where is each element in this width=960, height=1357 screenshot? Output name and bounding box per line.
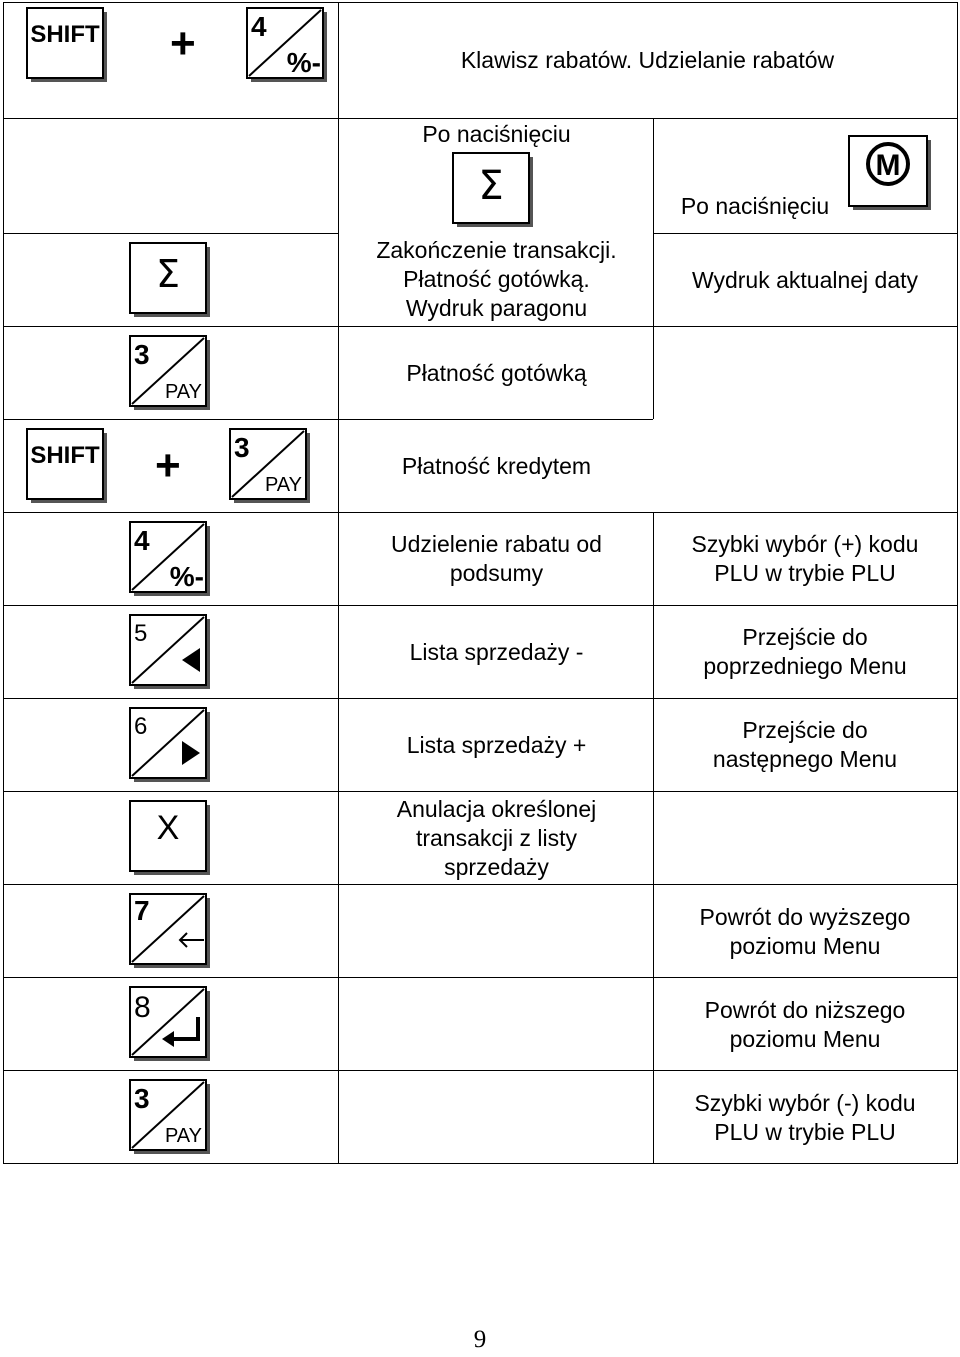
svg-text:SHIFT: SHIFT bbox=[30, 21, 100, 48]
svg-text:Σ: Σ bbox=[155, 252, 181, 296]
row-divider bbox=[3, 1070, 957, 1071]
key5-col3-line2: poprzedniego Menu bbox=[703, 653, 907, 679]
sum-col3: Wydruk aktualnej daty bbox=[691, 267, 919, 293]
key4-col2-line1: Udzielenie rabatu od bbox=[391, 531, 602, 557]
col3-header: Po naciśnięciu bbox=[680, 193, 830, 219]
pay-key-3 bbox=[130, 336, 210, 410]
col2-header: Po naciśnięciu bbox=[422, 121, 571, 147]
sigma-key bbox=[130, 243, 210, 317]
sum-col2-line2: Płatność gotówką. bbox=[403, 266, 590, 292]
pay-key-3 bbox=[130, 1080, 210, 1154]
plus-sign: + bbox=[170, 19, 196, 68]
key-8 bbox=[130, 987, 210, 1061]
svg-text:8: 8 bbox=[134, 991, 151, 1024]
column-divider bbox=[653, 118, 654, 419]
svg-text:%-: %- bbox=[169, 561, 204, 592]
column-divider bbox=[338, 2, 339, 1164]
cancel-key-x bbox=[130, 801, 210, 875]
row-divider bbox=[3, 791, 957, 792]
key6-col3-line2: następnego Menu bbox=[712, 746, 898, 772]
keyx-col2-line3: sprzedaży bbox=[444, 854, 549, 880]
key5-col3-line1: Przejście do bbox=[742, 624, 868, 650]
row-divider bbox=[3, 884, 957, 885]
shift-pay-col2: Płatność kredytem bbox=[401, 453, 592, 479]
key6-col2: Lista sprzedaży + bbox=[406, 732, 587, 758]
svg-text:X: X bbox=[156, 809, 180, 847]
row-divider bbox=[3, 698, 957, 699]
sum-col2-line1: Zakończenie transakcji. bbox=[376, 237, 617, 263]
discount-key-4 bbox=[130, 522, 210, 596]
key4-col3-line1: Szybki wybór (+) kodu bbox=[691, 531, 919, 557]
svg-text:PAY: PAY bbox=[164, 381, 202, 403]
table-bottom-border bbox=[3, 1163, 957, 1164]
keyx-col2-line2: transakcji z listy bbox=[415, 825, 578, 851]
key5-col2: Lista sprzedaży - bbox=[409, 639, 584, 665]
row-divider bbox=[3, 512, 957, 513]
key8-col3-line1: Powrót do niższego bbox=[704, 997, 906, 1023]
row-divider bbox=[3, 326, 957, 327]
key3-col3-line2: PLU w trybie PLU bbox=[714, 1119, 896, 1145]
header-combo-description: Klawisz rabatów. Udzielanie rabatów bbox=[460, 47, 835, 73]
row-divider bbox=[3, 118, 957, 119]
svg-text:3: 3 bbox=[134, 1083, 150, 1114]
pay-col2: Płatność gotówką bbox=[406, 360, 587, 386]
svg-text:3: 3 bbox=[134, 339, 150, 370]
svg-text:%-: %- bbox=[286, 47, 321, 78]
plus-sign: + bbox=[155, 441, 181, 490]
shift-key bbox=[27, 429, 107, 503]
row-divider bbox=[653, 233, 957, 234]
pay-key-3 bbox=[230, 429, 310, 503]
svg-text:M: M bbox=[875, 149, 901, 182]
row-divider bbox=[3, 419, 653, 420]
svg-text:Σ: Σ bbox=[478, 163, 504, 209]
key7-col3-line1: Powrót do wyższego bbox=[699, 904, 911, 930]
key8-col3-line2: poziomu Menu bbox=[729, 1026, 881, 1052]
discount-key-4 bbox=[247, 8, 327, 82]
row-divider bbox=[3, 977, 957, 978]
svg-text:4: 4 bbox=[251, 11, 267, 42]
shift-key bbox=[27, 8, 107, 82]
svg-text:PAY: PAY bbox=[164, 1125, 202, 1147]
sigma-key-header bbox=[453, 153, 533, 227]
row-divider bbox=[3, 605, 957, 606]
keyx-col2-line1: Anulacja określonej bbox=[396, 796, 597, 822]
svg-text:PAY: PAY bbox=[264, 474, 302, 496]
svg-text:5: 5 bbox=[134, 620, 148, 647]
key3-col3-line1: Szybki wybór (-) kodu bbox=[694, 1090, 916, 1116]
svg-text:7: 7 bbox=[134, 895, 150, 926]
key-5 bbox=[130, 615, 210, 689]
key7-col3-line2: poziomu Menu bbox=[729, 933, 881, 959]
svg-text:6: 6 bbox=[134, 713, 148, 740]
column-divider bbox=[653, 512, 654, 1164]
key6-col3-line1: Przejście do bbox=[742, 717, 868, 743]
table-left-border bbox=[3, 2, 4, 1164]
svg-text:SHIFT: SHIFT bbox=[30, 442, 100, 469]
key-6 bbox=[130, 708, 210, 782]
page-number: 9 bbox=[473, 1326, 487, 1353]
svg-text:3: 3 bbox=[234, 432, 250, 463]
key-7 bbox=[130, 894, 210, 968]
key4-col3-line2: PLU w trybie PLU bbox=[714, 560, 896, 586]
key4-col2-line2: podsumy bbox=[449, 560, 544, 586]
row-divider bbox=[3, 233, 338, 234]
sum-col2-line3: Wydruk paragonu bbox=[405, 295, 588, 321]
table-right-border bbox=[957, 2, 958, 1164]
m-key-header bbox=[849, 136, 931, 210]
svg-text:4: 4 bbox=[134, 525, 150, 556]
table-top-border bbox=[3, 2, 957, 3]
